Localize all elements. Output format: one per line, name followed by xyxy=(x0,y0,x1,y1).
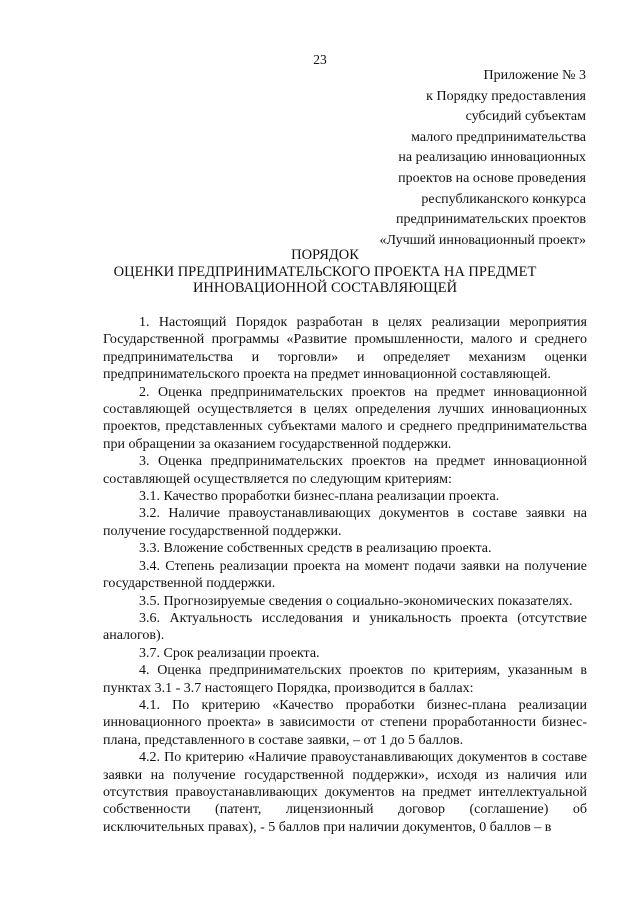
paragraph-1: 1. Настоящий Порядок разработан в целях реализации мероприятия Государственной программы «Развитие промышленности, малого и среднего предпринимательства и торговли» и определяет механизм оценки предпринимательского проекта на предмет инновационной составляющей. xyxy=(103,315,587,383)
appendix-line: малого предпринимательства xyxy=(411,129,586,145)
appendix-line: «Лучший инновационный проект» xyxy=(379,232,586,248)
paragraph-3-5: 3.5. Прогнозируемые сведения о социально-экономических показателях. xyxy=(139,593,573,609)
paragraph-3-1: 3.1. Качество проработки бизнес-плана реализации проекта. xyxy=(139,489,500,505)
paragraph-3-7: 3.7. Срок реализации проекта. xyxy=(139,645,320,661)
appendix-line: субсидий субъектам xyxy=(465,109,586,125)
paragraph-3-2: 3.2. Наличие правоустанавливающих документов в составе заявки на получение государственной поддержки. xyxy=(103,506,587,539)
appendix-line: к Порядку предоставления xyxy=(426,88,586,104)
paragraph-3-4: 3.4. Степень реализации проекта на момент подачи заявки на получение государственной поддержки. xyxy=(103,558,587,592)
page-number: 23 xyxy=(313,52,327,67)
appendix-line: предпринимательских проектов xyxy=(396,212,586,228)
paragraph-3: 3. Оценка предпринимательских проектов на предмет инновационной составляющей осуществляется по следующим критериям: xyxy=(103,454,587,487)
paragraph-4-2: 4.2. По критерию «Наличие правоустанавливающих документов в составе заявки на получение государственной поддержки», исходя из наличия или отсутствия правоустанавливающих документов на предмет интеллектуальной собственности (патент, лицензионный договор (соглашение) об исключительных правах), - 5 баллов при наличии документов, 0 баллов – в xyxy=(103,750,587,835)
title-line: ИННОВАЦИОННОЙ СОСТАВЛЯЮЩЕЙ xyxy=(192,280,458,296)
appendix-line: Приложение № 3 xyxy=(483,68,586,83)
title-line: ПОРЯДОК xyxy=(291,247,359,263)
appendix-reference xyxy=(360,66,586,251)
appendix-line: проектов на основе проведения xyxy=(398,170,586,186)
title-line: ОЦЕНКИ ПРЕДПРИНИМАТЕЛЬСКОГО ПРОЕКТА НА ПРЕДМЕТ xyxy=(113,263,537,280)
paragraph-4-1: 4.1. По критерию «Качество проработки бизнес-плана реализации инновационного проекта» в зависимости от степени проработанности бизнес-плана, представленного в составе заявки, – от 1 до 5 баллов. xyxy=(103,697,587,748)
paragraph-2: 2. Оценка предпринимательских проектов на предмет инновационной составляющей осуществляется в целях определения лучших инновационных проектов, представленных субъектами малого и среднего предпринимательства при обращении за оказанием государственной поддержки. xyxy=(103,384,587,452)
appendix-line: на реализацию инновационных xyxy=(398,150,586,166)
document-body xyxy=(103,314,587,836)
paragraph-4: 4. Оценка предпринимательских проектов по критериям, указанным в пунктах 3.1 - 3.7 настоящего Порядка, производится в баллах: xyxy=(103,663,587,696)
document-title xyxy=(80,247,570,297)
paragraph-3-6: 3.6. Актуальность исследования и уникальность проекта (отсутствие аналогов). xyxy=(103,610,587,644)
paragraph-3-3: 3.3. Вложение собственных средств в реализацию проекта. xyxy=(139,541,492,557)
appendix-line: республиканского конкурса xyxy=(421,191,586,207)
